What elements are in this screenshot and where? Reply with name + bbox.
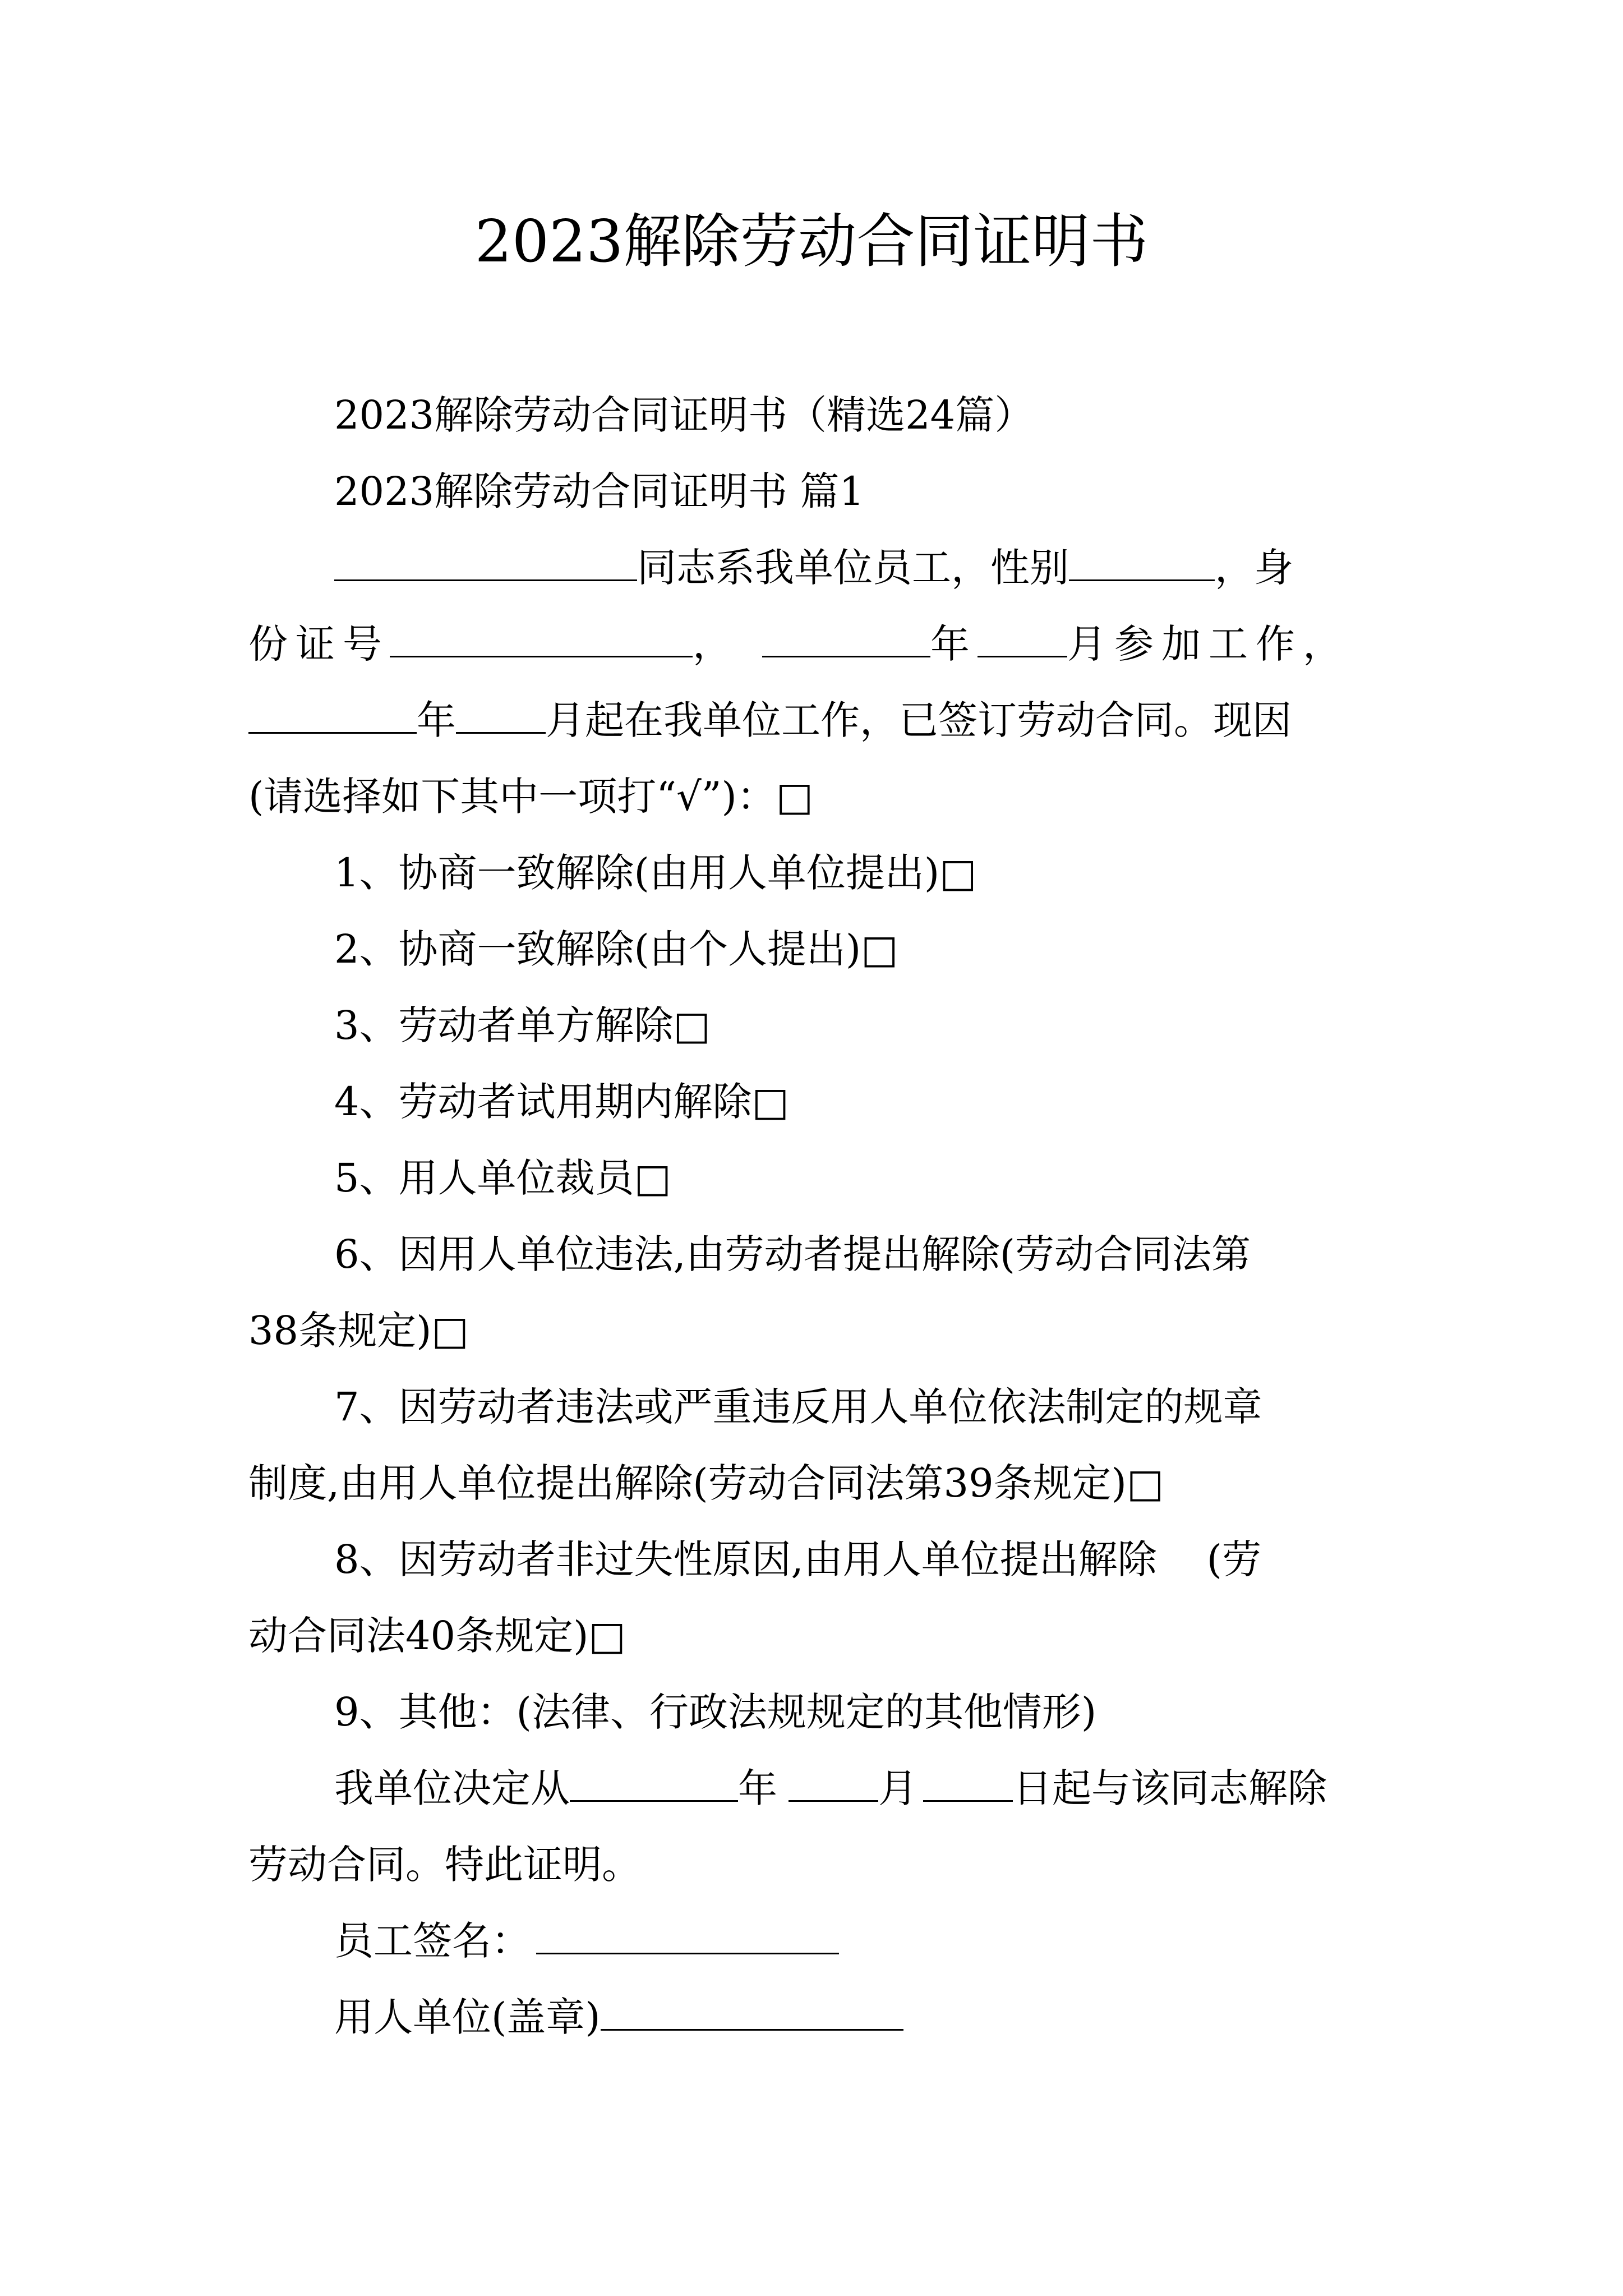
id-label: 份证号 <box>248 621 390 667</box>
option-6-line-2[interactable]: 38条规定)□ <box>248 1308 469 1354</box>
end-year-label: 年 <box>738 1765 777 1811</box>
option-2[interactable]: 2、协商一致解除(由个人提出)□ <box>334 926 898 972</box>
join-year-blank[interactable] <box>248 697 417 734</box>
intro-text-3b: 月起在我单位工作，已签订劳动合同。现因 <box>546 697 1292 743</box>
gender-blank[interactable] <box>1069 545 1215 581</box>
end-day-blank[interactable] <box>923 1765 1013 1802</box>
work-year-blank[interactable] <box>762 621 930 657</box>
option-8-line-2[interactable]: 动合同法40条规定)□ <box>248 1613 626 1659</box>
intro-text-1b: ，身 <box>1215 545 1293 591</box>
end-month-label: 月 <box>878 1765 917 1811</box>
year-label: 年 <box>930 621 978 667</box>
intro-line-2 <box>248 616 1350 672</box>
option-7-line-2[interactable]: 制度,由用人单位提出解除(劳动合同法第39条规定)□ <box>248 1460 1164 1506</box>
intro-text-1a: 同志系我单位员工，性别 <box>637 545 1069 591</box>
employee-signature-blank[interactable] <box>536 1918 839 1954</box>
employer-seal-line <box>334 1989 903 2045</box>
intro-line-4: (请选择如下其中一项打“√”)：□ <box>248 774 813 820</box>
intro-text-2b: ， <box>693 621 740 667</box>
decision-line-2: 劳动合同。特此证明。 <box>248 1842 641 1888</box>
end-year-blank[interactable] <box>570 1765 738 1802</box>
decision-line-1 <box>334 1760 1327 1816</box>
document-subtitle: 2023解除劳动合同证明书（精选24篇） <box>334 392 1034 438</box>
option-5[interactable]: 5、用人单位裁员□ <box>334 1155 671 1201</box>
intro-line-3 <box>248 692 1292 748</box>
end-month-blank[interactable] <box>789 1765 878 1802</box>
join-year-label: 年 <box>417 697 456 743</box>
option-8-line-1[interactable]: 8、因劳动者非过失性原因,由用人单位提出解除 (劳 <box>334 1536 1262 1582</box>
option-3[interactable]: 3、劳动者单方解除□ <box>334 1002 711 1048</box>
intro-text-2d: 月参加工作， <box>1067 621 1350 667</box>
decision-text-a: 我单位决定从 <box>334 1765 570 1811</box>
employer-seal-label: 用人单位(盖章) <box>334 1994 601 2040</box>
employer-seal-blank[interactable] <box>601 1994 903 2031</box>
employee-signature-line <box>334 1913 839 1969</box>
employee-signature-label: 员工签名： <box>334 1918 531 1964</box>
option-9[interactable]: 9、其他：(法律、行政法规规定的其他情形) <box>334 1689 1097 1735</box>
intro-line-1 <box>334 540 1293 596</box>
work-month-blank[interactable] <box>978 621 1067 657</box>
option-4[interactable]: 4、劳动者试用期内解除□ <box>334 1079 789 1125</box>
section-heading: 2023解除劳动合同证明书 篇1 <box>334 468 864 514</box>
document-title: 2023解除劳动合同证明书 <box>474 207 1149 275</box>
decision-text-d: 日起与该同志解除 <box>1013 1765 1327 1811</box>
name-blank[interactable] <box>334 545 637 581</box>
join-month-blank[interactable] <box>456 697 546 734</box>
option-1[interactable]: 1、协商一致解除(由用人单位提出)□ <box>334 850 977 896</box>
option-6-line-1[interactable]: 6、因用人单位违法,由劳动者提出解除(劳动合同法第 <box>334 1231 1251 1277</box>
option-7-line-1[interactable]: 7、因劳动者违法或严重违反用人单位依法制定的规章 <box>334 1384 1262 1430</box>
id-number-blank[interactable] <box>390 621 693 657</box>
